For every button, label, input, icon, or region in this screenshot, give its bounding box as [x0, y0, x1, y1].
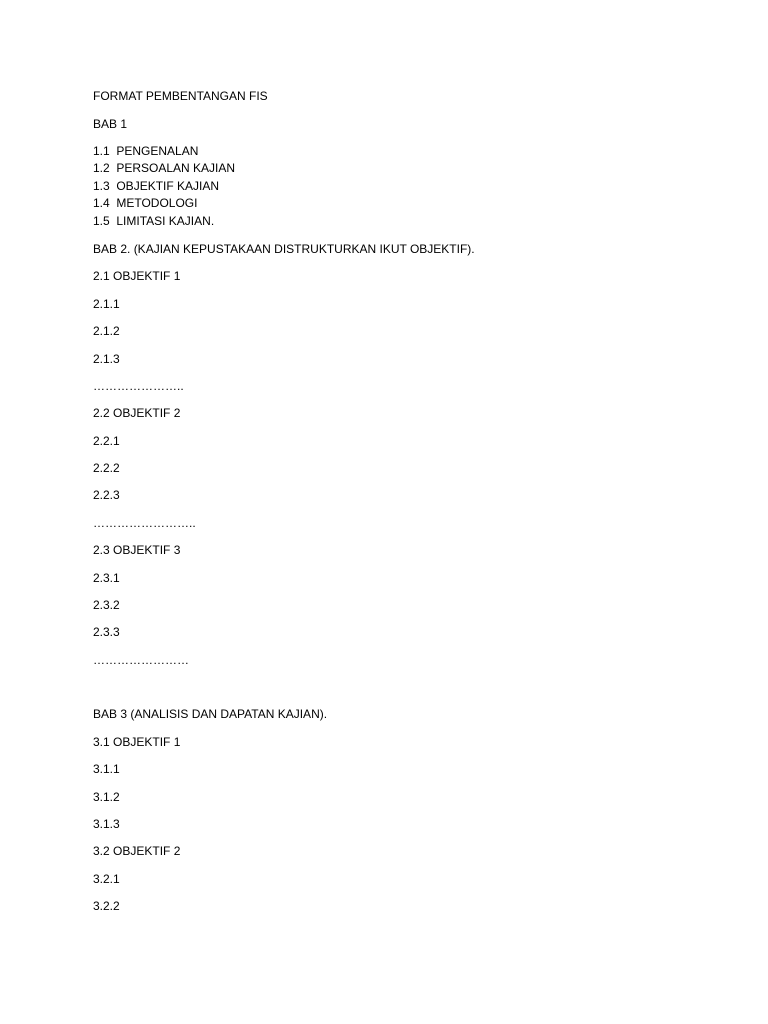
bab1-item: 1.3 OBJEKTIF KAJIAN	[93, 179, 220, 193]
placeholder-dots: ……………………..	[93, 516, 196, 530]
bab3-subitem: 3.1.3	[93, 817, 120, 831]
bab3-subitem: 3.2.2	[93, 899, 120, 913]
bab2-subitem: 2.3.2	[93, 598, 120, 612]
bab3-objective-2: 3.2 OBJEKTIF 2	[93, 844, 181, 858]
bab3-subitem: 3.2.1	[93, 872, 120, 886]
document-title: FORMAT PEMBENTANGAN FIS	[93, 89, 268, 103]
bab1-item: 1.4 METODOLOGI	[93, 196, 198, 210]
bab2-subitem: 2.2.3	[93, 488, 120, 502]
bab3-subitem: 3.1.2	[93, 790, 120, 804]
bab2-subitem: 2.1.1	[93, 297, 120, 311]
bab2-subitem: 2.1.2	[93, 324, 120, 338]
bab2-objective-1: 2.1 OBJEKTIF 1	[93, 269, 181, 283]
bab2-subitem: 2.2.1	[93, 434, 120, 448]
bab2-subitem: 2.2.2	[93, 461, 120, 475]
bab3-subitem: 3.1.1	[93, 762, 120, 776]
bab2-heading: BAB 2. (KAJIAN KEPUSTAKAAN DISTRUKTURKAN IKUT OBJEKTIF).	[93, 242, 475, 256]
bab1-item: 1.5 LIMITASI KAJIAN.	[93, 214, 215, 228]
bab2-subitem: 2.3.1	[93, 571, 120, 585]
bab3-objective-1: 3.1 OBJEKTIF 1	[93, 735, 181, 749]
bab2-subitem: 2.1.3	[93, 352, 120, 366]
placeholder-dots: ……………………	[93, 653, 189, 667]
bab1-item: 1.2 PERSOALAN KAJIAN	[93, 161, 236, 175]
placeholder-dots: …………………..	[93, 379, 184, 393]
bab3-heading: BAB 3 (ANALISIS DAN DAPATAN KAJIAN).	[93, 707, 328, 721]
bab2-subitem: 2.3.3	[93, 625, 120, 639]
bab2-objective-3: 2.3 OBJEKTIF 3	[93, 543, 181, 557]
bab1-heading: BAB 1	[93, 117, 128, 131]
bab1-item: 1.1 PENGENALAN	[93, 144, 199, 158]
bab2-objective-2: 2.2 OBJEKTIF 2	[93, 406, 181, 420]
